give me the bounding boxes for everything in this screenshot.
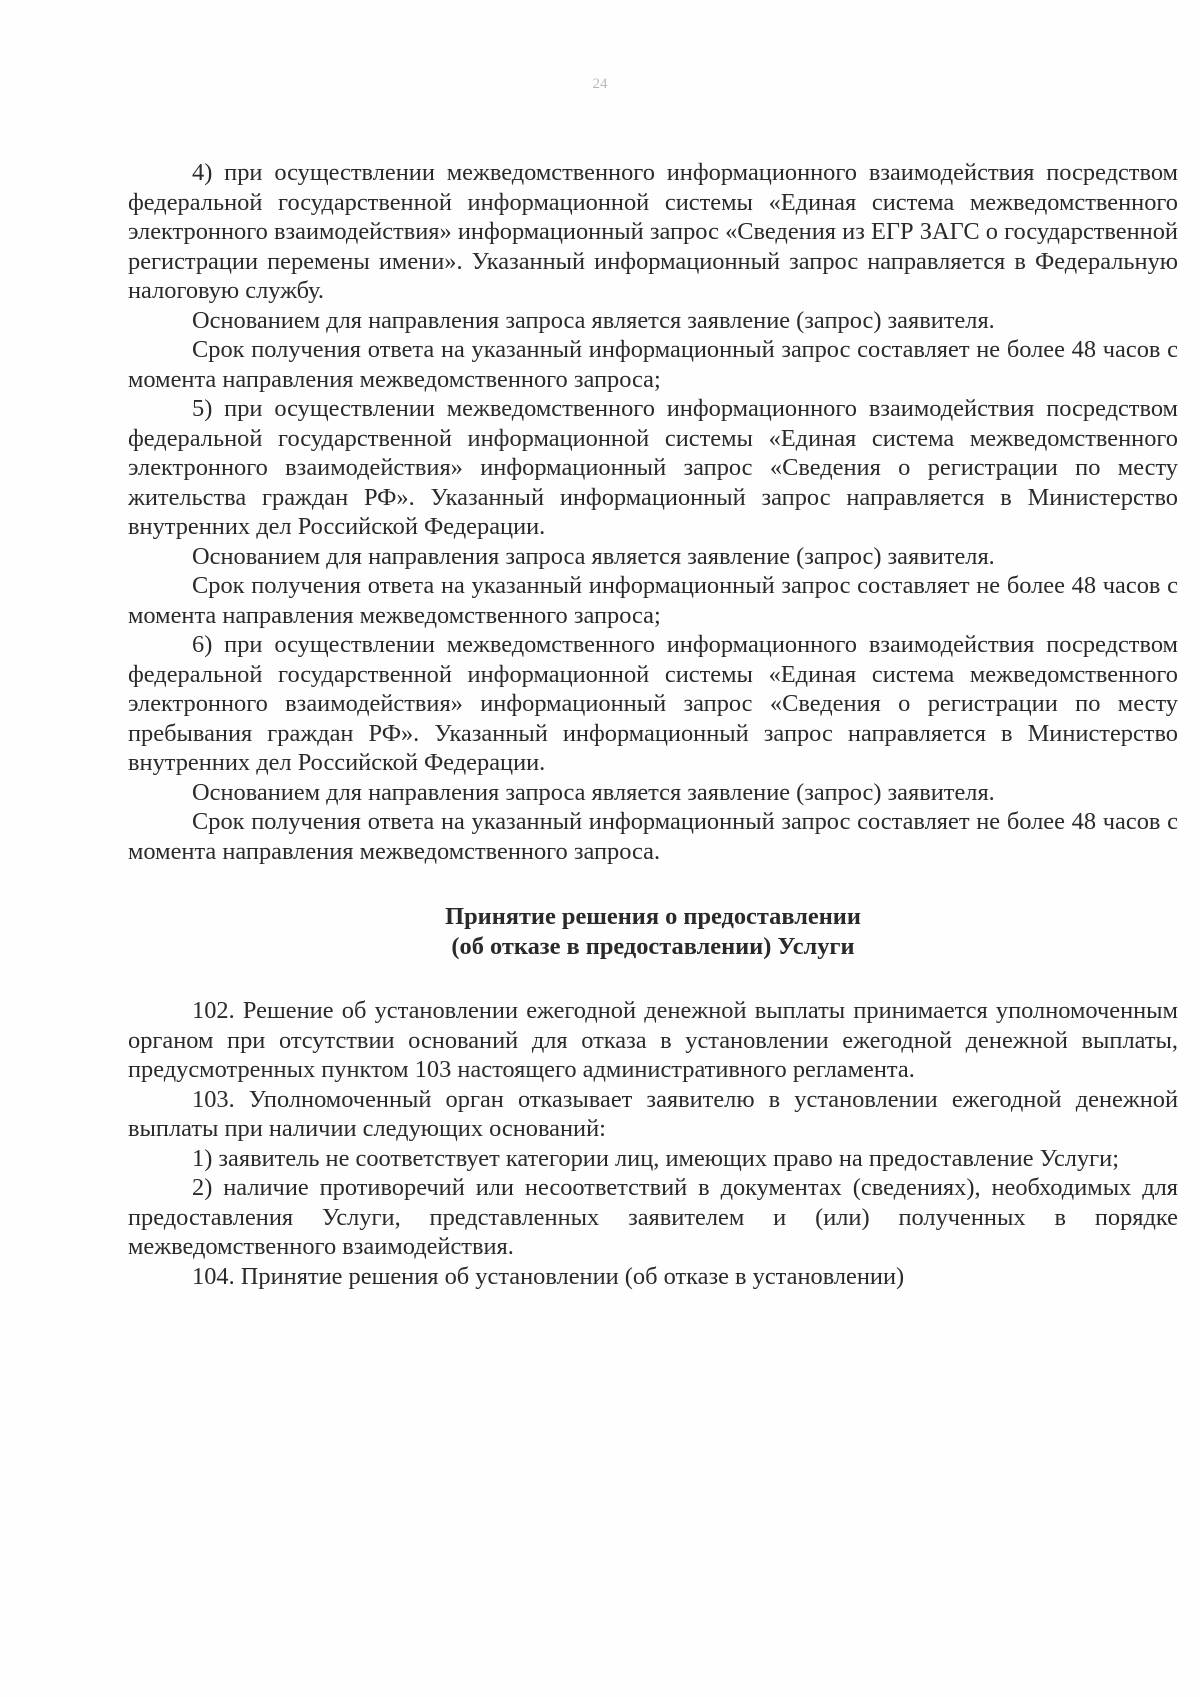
paragraph: Основанием для направления запроса является заявление (запрос) заявителя.: [192, 778, 995, 806]
paragraph: Основанием для направления запроса является заявление (запрос) заявителя.: [192, 306, 995, 334]
paragraph: 103. Уполномоченный орган отказывает заявителю в установлении ежегодной денежной выплаты при наличии следующих оснований:: [128, 1085, 1178, 1142]
paragraph: 104. Принятие решения об установлении (об отказе в установлении): [192, 1262, 905, 1290]
section-heading-line-2: (об отказе в предоставлении) Услуги: [451, 933, 855, 960]
paragraph: Срок получения ответа на указанный информационный запрос составляет не более 48 часов с момента направления межведомственного запроса;: [128, 572, 1178, 629]
paragraph: Основанием для направления запроса является заявление (запрос) заявителя.: [192, 542, 995, 570]
paragraph: 1) заявитель не соответствует категории лиц, имеющих право на предоставление Услуги;: [192, 1144, 1119, 1172]
section-heading-line-1: Принятие решения о предоставлении: [445, 903, 861, 930]
section-heading: [128, 902, 1178, 962]
page-number: 24: [592, 76, 608, 92]
paragraph: 2) наличие противоречий или несоответствий в документах (сведениях), необходимых для предоставления Услуги, представленных заявителем и (или) полученных в порядке межведомственного взаимодействия.: [128, 1174, 1178, 1260]
paragraph: Срок получения ответа на указанный информационный запрос составляет не более 48 часов с момента направления межведомственного запроса;: [128, 336, 1178, 393]
paragraph: Срок получения ответа на указанный информационный запрос составляет не более 48 часов с момента направления межведомственного запроса.: [128, 808, 1178, 865]
paragraph: 4) при осуществлении межведомственного информационного взаимодействия посредством федеральной государственной информационной системы «Единая система межведомственного электронного взаимодействия» информационный запрос «Сведения из ЕГР ЗАГС о государственной регистрации перемены имени». Указанный информационный запрос направляется в Федеральную налоговую службу.: [128, 159, 1178, 304]
paragraph: 102. Решение об установлении ежегодной денежной выплаты принимается уполномоченным органом при отсутствии оснований для отказа в установлении ежегодной денежной выплаты, предусмотренных пунктом 103 настоящего административного регламента.: [128, 997, 1178, 1083]
document-body: [128, 158, 1178, 1291]
paragraph: 6) при осуществлении межведомственного информационного взаимодействия посредством федеральной государственной информационной системы «Единая система межведомственного электронного взаимодействия» информационный запрос «Сведения о регистрации по месту пребывания граждан РФ». Указанный информационный запрос направляется в Министерство внутренних дел Российской Федерации.: [128, 631, 1178, 776]
paragraph: 5) при осуществлении межведомственного информационного взаимодействия посредством федеральной государственной информационной системы «Единая система межведомственного электронного взаимодействия» информационный запрос «Сведения о регистрации по месту жительства граждан РФ». Указанный информационный запрос направляется в Министерство внутренних дел Российской Федерации.: [128, 395, 1178, 540]
